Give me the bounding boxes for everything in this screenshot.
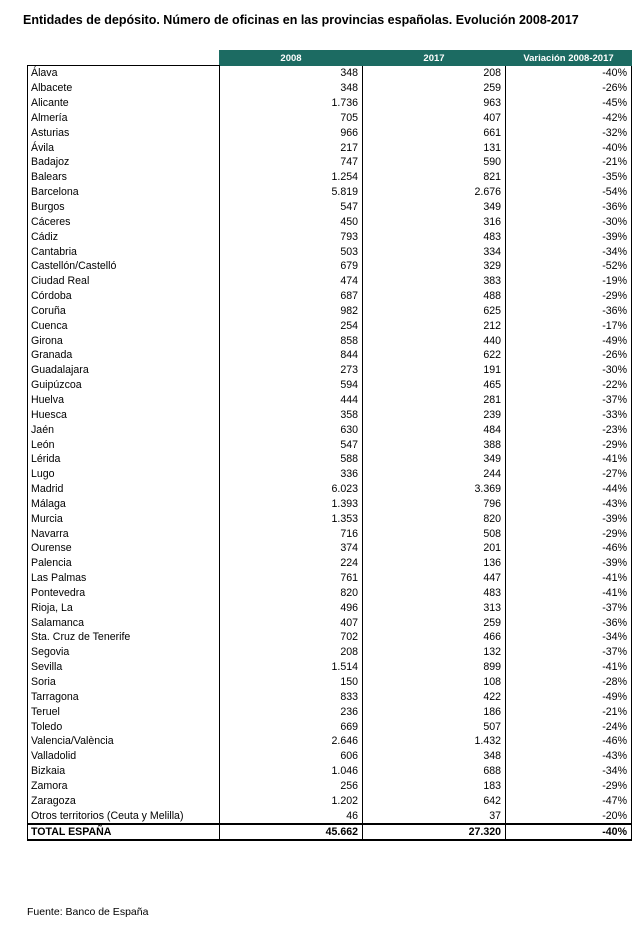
table-row bbox=[28, 793, 632, 808]
variation-cell: -19% bbox=[506, 274, 632, 289]
value-2017-cell: 316 bbox=[363, 214, 506, 229]
value-2017-cell: 484 bbox=[363, 422, 506, 437]
value-2008-cell: 348 bbox=[220, 66, 363, 81]
province-cell: Cuenca bbox=[28, 318, 220, 333]
province-cell: Navarra bbox=[28, 526, 220, 541]
variation-cell: -43% bbox=[506, 496, 632, 511]
value-2008-cell: 273 bbox=[220, 363, 363, 378]
value-2017-cell: 313 bbox=[363, 600, 506, 615]
value-2008-cell: 1.254 bbox=[220, 170, 363, 185]
value-2017-cell: 108 bbox=[363, 675, 506, 690]
province-cell: Rioja, La bbox=[28, 600, 220, 615]
value-2017-cell: 820 bbox=[363, 511, 506, 526]
value-2017-cell: 465 bbox=[363, 378, 506, 393]
value-2017-cell: 212 bbox=[363, 318, 506, 333]
table-row bbox=[28, 764, 632, 779]
variation-cell: -36% bbox=[506, 304, 632, 319]
value-2017-cell: 508 bbox=[363, 526, 506, 541]
province-cell: Cádiz bbox=[28, 229, 220, 244]
value-2008-cell: 547 bbox=[220, 200, 363, 215]
province-cell: Valencia/València bbox=[28, 734, 220, 749]
province-cell: Toledo bbox=[28, 719, 220, 734]
value-2008-cell: 2.646 bbox=[220, 734, 363, 749]
table-row bbox=[28, 274, 632, 289]
variation-cell: -27% bbox=[506, 467, 632, 482]
table-row bbox=[28, 289, 632, 304]
value-2008-cell: 224 bbox=[220, 556, 363, 571]
variation-cell: -34% bbox=[506, 244, 632, 259]
value-2017-cell: 383 bbox=[363, 274, 506, 289]
total-variation: -40% bbox=[506, 824, 632, 840]
table-row bbox=[28, 333, 632, 348]
province-cell: Tarragona bbox=[28, 689, 220, 704]
table-row bbox=[28, 96, 632, 111]
table-body bbox=[28, 66, 632, 825]
table-row bbox=[28, 482, 632, 497]
table-row bbox=[28, 467, 632, 482]
total-2017: 27.320 bbox=[363, 824, 506, 840]
value-2017-cell: 191 bbox=[363, 363, 506, 378]
value-2008-cell: 669 bbox=[220, 719, 363, 734]
table-row bbox=[28, 719, 632, 734]
province-cell: Segovia bbox=[28, 645, 220, 660]
province-cell: Huelva bbox=[28, 393, 220, 408]
variation-cell: -29% bbox=[506, 779, 632, 794]
variation-cell: -30% bbox=[506, 363, 632, 378]
value-2008-cell: 46 bbox=[220, 808, 363, 824]
value-2008-cell: 761 bbox=[220, 571, 363, 586]
variation-cell: -21% bbox=[506, 704, 632, 719]
table-row bbox=[28, 229, 632, 244]
variation-cell: -41% bbox=[506, 586, 632, 601]
value-2017-cell: 2.676 bbox=[363, 185, 506, 200]
value-2017-cell: 483 bbox=[363, 229, 506, 244]
value-2017-cell: 281 bbox=[363, 393, 506, 408]
value-2008-cell: 444 bbox=[220, 393, 363, 408]
table-row bbox=[28, 437, 632, 452]
total-2008: 45.662 bbox=[220, 824, 363, 840]
table-row bbox=[28, 615, 632, 630]
province-cell: Badajoz bbox=[28, 155, 220, 170]
variation-cell: -45% bbox=[506, 96, 632, 111]
province-cell: Teruel bbox=[28, 704, 220, 719]
table-row bbox=[28, 244, 632, 259]
variation-cell: -37% bbox=[506, 393, 632, 408]
header-2017: 2017 bbox=[363, 51, 506, 66]
value-2017-cell: 507 bbox=[363, 719, 506, 734]
variation-cell: -42% bbox=[506, 111, 632, 126]
variation-cell: -52% bbox=[506, 259, 632, 274]
value-2008-cell: 6.023 bbox=[220, 482, 363, 497]
variation-cell: -32% bbox=[506, 125, 632, 140]
value-2017-cell: 348 bbox=[363, 749, 506, 764]
value-2008-cell: 858 bbox=[220, 333, 363, 348]
value-2017-cell: 796 bbox=[363, 496, 506, 511]
variation-cell: -36% bbox=[506, 200, 632, 215]
variation-cell: -23% bbox=[506, 422, 632, 437]
province-cell: Barcelona bbox=[28, 185, 220, 200]
value-2008-cell: 208 bbox=[220, 645, 363, 660]
province-cell: Otros territorios (Ceuta y Melilla) bbox=[28, 808, 220, 824]
variation-cell: -39% bbox=[506, 511, 632, 526]
table-header bbox=[28, 51, 632, 66]
table-row bbox=[28, 422, 632, 437]
value-2017-cell: 688 bbox=[363, 764, 506, 779]
page-title: Entidades de depósito. Número de oficinas en las provincias españolas. Evolución 2008-2017 bbox=[23, 13, 579, 27]
value-2017-cell: 3.369 bbox=[363, 482, 506, 497]
value-2008-cell: 594 bbox=[220, 378, 363, 393]
table-row bbox=[28, 348, 632, 363]
province-cell: Burgos bbox=[28, 200, 220, 215]
table-row bbox=[28, 111, 632, 126]
province-cell: Las Palmas bbox=[28, 571, 220, 586]
variation-cell: -49% bbox=[506, 689, 632, 704]
value-2017-cell: 483 bbox=[363, 586, 506, 601]
value-2017-cell: 422 bbox=[363, 689, 506, 704]
variation-cell: -26% bbox=[506, 348, 632, 363]
province-cell: Álava bbox=[28, 66, 220, 81]
value-2017-cell: 183 bbox=[363, 779, 506, 794]
value-2017-cell: 388 bbox=[363, 437, 506, 452]
table-row bbox=[28, 660, 632, 675]
province-cell: Albacete bbox=[28, 81, 220, 96]
variation-cell: -49% bbox=[506, 333, 632, 348]
table-row bbox=[28, 600, 632, 615]
table-row bbox=[28, 749, 632, 764]
table-row bbox=[28, 571, 632, 586]
province-cell: Valladolid bbox=[28, 749, 220, 764]
value-2008-cell: 374 bbox=[220, 541, 363, 556]
province-cell: Asturias bbox=[28, 125, 220, 140]
value-2017-cell: 349 bbox=[363, 200, 506, 215]
province-cell: Murcia bbox=[28, 511, 220, 526]
table-row bbox=[28, 200, 632, 215]
value-2017-cell: 642 bbox=[363, 793, 506, 808]
value-2017-cell: 963 bbox=[363, 96, 506, 111]
value-2017-cell: 488 bbox=[363, 289, 506, 304]
variation-cell: -37% bbox=[506, 645, 632, 660]
province-cell: Madrid bbox=[28, 482, 220, 497]
value-2008-cell: 496 bbox=[220, 600, 363, 615]
variation-cell: -35% bbox=[506, 170, 632, 185]
value-2008-cell: 348 bbox=[220, 81, 363, 96]
value-2008-cell: 630 bbox=[220, 422, 363, 437]
province-cell: Pontevedra bbox=[28, 586, 220, 601]
table-row bbox=[28, 304, 632, 319]
table-row bbox=[28, 556, 632, 571]
table-row bbox=[28, 496, 632, 511]
province-cell: Almería bbox=[28, 111, 220, 126]
table-row bbox=[28, 779, 632, 794]
variation-cell: -29% bbox=[506, 289, 632, 304]
table-row bbox=[28, 452, 632, 467]
value-2017-cell: 329 bbox=[363, 259, 506, 274]
table-row bbox=[28, 511, 632, 526]
province-cell: Córdoba bbox=[28, 289, 220, 304]
value-2008-cell: 407 bbox=[220, 615, 363, 630]
header-2008: 2008 bbox=[220, 51, 363, 66]
table-row bbox=[28, 526, 632, 541]
table-row bbox=[28, 808, 632, 824]
variation-cell: -29% bbox=[506, 526, 632, 541]
value-2017-cell: 821 bbox=[363, 170, 506, 185]
value-2008-cell: 966 bbox=[220, 125, 363, 140]
value-2017-cell: 661 bbox=[363, 125, 506, 140]
province-cell: Balears bbox=[28, 170, 220, 185]
value-2017-cell: 622 bbox=[363, 348, 506, 363]
variation-cell: -34% bbox=[506, 764, 632, 779]
province-cell: Zaragoza bbox=[28, 793, 220, 808]
province-cell: Cáceres bbox=[28, 214, 220, 229]
table-row bbox=[28, 586, 632, 601]
value-2008-cell: 747 bbox=[220, 155, 363, 170]
province-cell: Castellón/Castelló bbox=[28, 259, 220, 274]
value-2008-cell: 217 bbox=[220, 140, 363, 155]
value-2008-cell: 547 bbox=[220, 437, 363, 452]
value-2008-cell: 687 bbox=[220, 289, 363, 304]
offices-table bbox=[27, 50, 632, 841]
table-footer bbox=[28, 824, 632, 840]
value-2008-cell: 588 bbox=[220, 452, 363, 467]
province-cell: Sta. Cruz de Tenerife bbox=[28, 630, 220, 645]
source-note: Fuente: Banco de España bbox=[27, 906, 149, 918]
province-cell: Huesca bbox=[28, 407, 220, 422]
header-variation: Variación 2008-2017 bbox=[506, 51, 632, 66]
variation-cell: -21% bbox=[506, 155, 632, 170]
value-2008-cell: 844 bbox=[220, 348, 363, 363]
value-2008-cell: 150 bbox=[220, 675, 363, 690]
variation-cell: -24% bbox=[506, 719, 632, 734]
table-row bbox=[28, 140, 632, 155]
province-cell: León bbox=[28, 437, 220, 452]
value-2008-cell: 358 bbox=[220, 407, 363, 422]
variation-cell: -30% bbox=[506, 214, 632, 229]
total-row bbox=[28, 824, 632, 840]
value-2008-cell: 5.819 bbox=[220, 185, 363, 200]
variation-cell: -28% bbox=[506, 675, 632, 690]
value-2008-cell: 820 bbox=[220, 586, 363, 601]
table-row bbox=[28, 318, 632, 333]
header-province bbox=[28, 51, 220, 66]
province-cell: Guadalajara bbox=[28, 363, 220, 378]
province-cell: Ávila bbox=[28, 140, 220, 155]
variation-cell: -20% bbox=[506, 808, 632, 824]
table-row bbox=[28, 125, 632, 140]
table-row bbox=[28, 81, 632, 96]
province-cell: Lugo bbox=[28, 467, 220, 482]
table-row bbox=[28, 689, 632, 704]
value-2008-cell: 236 bbox=[220, 704, 363, 719]
value-2008-cell: 503 bbox=[220, 244, 363, 259]
table-row bbox=[28, 630, 632, 645]
value-2008-cell: 450 bbox=[220, 214, 363, 229]
value-2008-cell: 716 bbox=[220, 526, 363, 541]
variation-cell: -37% bbox=[506, 600, 632, 615]
table-row bbox=[28, 170, 632, 185]
value-2017-cell: 407 bbox=[363, 111, 506, 126]
value-2017-cell: 132 bbox=[363, 645, 506, 660]
variation-cell: -17% bbox=[506, 318, 632, 333]
variation-cell: -40% bbox=[506, 140, 632, 155]
value-2008-cell: 474 bbox=[220, 274, 363, 289]
variation-cell: -41% bbox=[506, 452, 632, 467]
province-cell: Zamora bbox=[28, 779, 220, 794]
variation-cell: -46% bbox=[506, 734, 632, 749]
value-2017-cell: 590 bbox=[363, 155, 506, 170]
province-cell: Cantabria bbox=[28, 244, 220, 259]
table-row bbox=[28, 214, 632, 229]
value-2017-cell: 447 bbox=[363, 571, 506, 586]
province-cell: Soria bbox=[28, 675, 220, 690]
table-row bbox=[28, 155, 632, 170]
value-2017-cell: 899 bbox=[363, 660, 506, 675]
variation-cell: -41% bbox=[506, 571, 632, 586]
table-row bbox=[28, 734, 632, 749]
province-cell: Granada bbox=[28, 348, 220, 363]
value-2008-cell: 336 bbox=[220, 467, 363, 482]
variation-cell: -54% bbox=[506, 185, 632, 200]
value-2008-cell: 256 bbox=[220, 779, 363, 794]
value-2017-cell: 131 bbox=[363, 140, 506, 155]
table-row bbox=[28, 645, 632, 660]
province-cell: Girona bbox=[28, 333, 220, 348]
value-2008-cell: 1.514 bbox=[220, 660, 363, 675]
variation-cell: -36% bbox=[506, 615, 632, 630]
variation-cell: -39% bbox=[506, 229, 632, 244]
value-2017-cell: 186 bbox=[363, 704, 506, 719]
value-2017-cell: 1.432 bbox=[363, 734, 506, 749]
value-2017-cell: 440 bbox=[363, 333, 506, 348]
value-2017-cell: 334 bbox=[363, 244, 506, 259]
value-2017-cell: 208 bbox=[363, 66, 506, 81]
table-row bbox=[28, 675, 632, 690]
variation-cell: -22% bbox=[506, 378, 632, 393]
province-cell: Ourense bbox=[28, 541, 220, 556]
value-2017-cell: 625 bbox=[363, 304, 506, 319]
value-2017-cell: 201 bbox=[363, 541, 506, 556]
table-row bbox=[28, 185, 632, 200]
table-row bbox=[28, 259, 632, 274]
province-cell: Sevilla bbox=[28, 660, 220, 675]
variation-cell: -46% bbox=[506, 541, 632, 556]
table-row bbox=[28, 363, 632, 378]
value-2017-cell: 466 bbox=[363, 630, 506, 645]
variation-cell: -26% bbox=[506, 81, 632, 96]
value-2008-cell: 1.202 bbox=[220, 793, 363, 808]
value-2008-cell: 793 bbox=[220, 229, 363, 244]
table-row bbox=[28, 407, 632, 422]
table-row bbox=[28, 541, 632, 556]
value-2017-cell: 259 bbox=[363, 615, 506, 630]
table-row bbox=[28, 66, 632, 81]
value-2008-cell: 679 bbox=[220, 259, 363, 274]
variation-cell: -29% bbox=[506, 437, 632, 452]
variation-cell: -40% bbox=[506, 66, 632, 81]
value-2008-cell: 702 bbox=[220, 630, 363, 645]
value-2008-cell: 833 bbox=[220, 689, 363, 704]
table-row bbox=[28, 704, 632, 719]
province-cell: Salamanca bbox=[28, 615, 220, 630]
value-2008-cell: 254 bbox=[220, 318, 363, 333]
value-2008-cell: 1.046 bbox=[220, 764, 363, 779]
province-cell: Palencia bbox=[28, 556, 220, 571]
value-2008-cell: 705 bbox=[220, 111, 363, 126]
value-2008-cell: 1.393 bbox=[220, 496, 363, 511]
value-2008-cell: 982 bbox=[220, 304, 363, 319]
variation-cell: -41% bbox=[506, 660, 632, 675]
table-row bbox=[28, 378, 632, 393]
total-label: TOTAL ESPAÑA bbox=[28, 824, 220, 840]
province-cell: Alicante bbox=[28, 96, 220, 111]
value-2008-cell: 606 bbox=[220, 749, 363, 764]
value-2008-cell: 1.736 bbox=[220, 96, 363, 111]
variation-cell: -34% bbox=[506, 630, 632, 645]
value-2017-cell: 37 bbox=[363, 808, 506, 824]
province-cell: Málaga bbox=[28, 496, 220, 511]
province-cell: Bizkaia bbox=[28, 764, 220, 779]
table-row bbox=[28, 393, 632, 408]
variation-cell: -47% bbox=[506, 793, 632, 808]
variation-cell: -33% bbox=[506, 407, 632, 422]
value-2017-cell: 259 bbox=[363, 81, 506, 96]
province-cell: Ciudad Real bbox=[28, 274, 220, 289]
province-cell: Lérida bbox=[28, 452, 220, 467]
province-cell: Coruña bbox=[28, 304, 220, 319]
province-cell: Guipúzcoa bbox=[28, 378, 220, 393]
variation-cell: -43% bbox=[506, 749, 632, 764]
value-2017-cell: 136 bbox=[363, 556, 506, 571]
value-2008-cell: 1.353 bbox=[220, 511, 363, 526]
value-2017-cell: 349 bbox=[363, 452, 506, 467]
value-2017-cell: 244 bbox=[363, 467, 506, 482]
value-2017-cell: 239 bbox=[363, 407, 506, 422]
variation-cell: -39% bbox=[506, 556, 632, 571]
variation-cell: -44% bbox=[506, 482, 632, 497]
province-cell: Jaén bbox=[28, 422, 220, 437]
